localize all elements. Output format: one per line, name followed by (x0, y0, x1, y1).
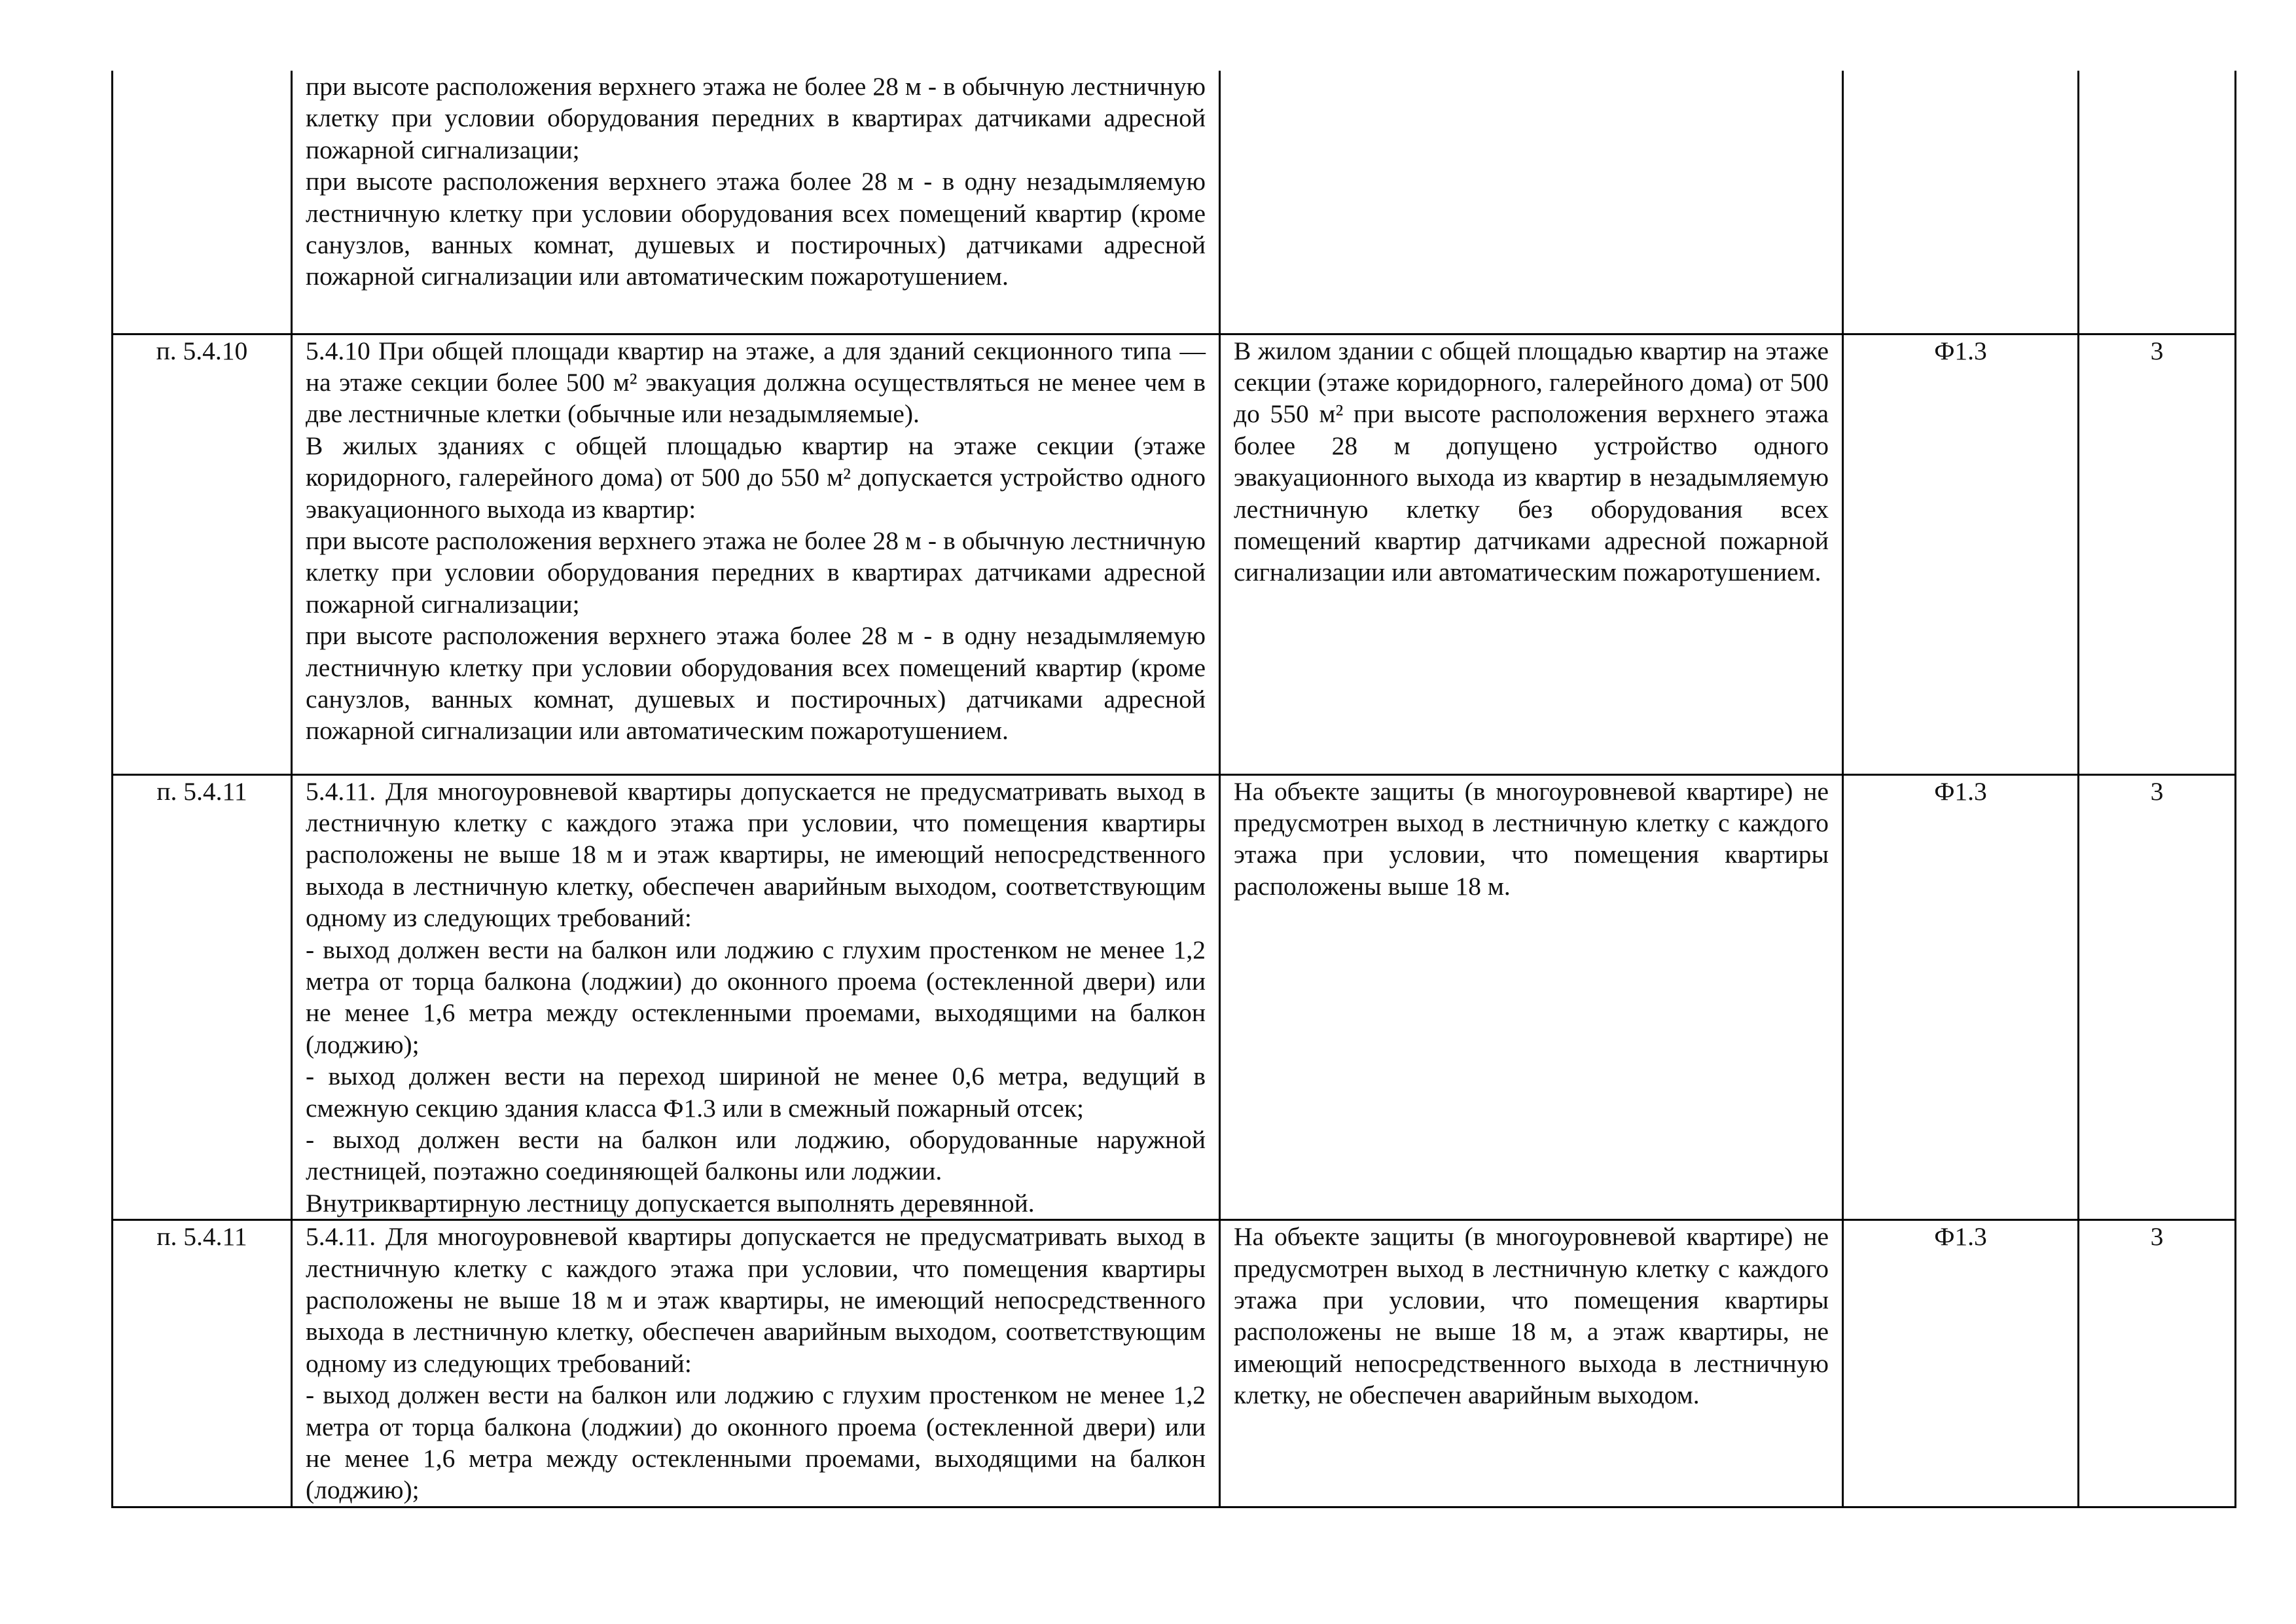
count-cell (2079, 71, 2236, 334)
violation-cell (1220, 334, 1843, 774)
requirement-paragraph: 5.4.11. Для многоуровневой квартиры допускается не предусматривать выход в лестничную клетку с каждого этажа при условии, что помещения квартиры расположены не выше 18 м и этаж квартиры, не имеющий непосредственного выхода в лестничную клетку, обеспечен аварийным выходом, соответствующим одному из следующих требований: (306, 1222, 1206, 1378)
table-row (113, 71, 2236, 334)
requirement-cell (292, 71, 1220, 334)
class-cell (1843, 71, 2079, 334)
violation-cell (1220, 774, 1843, 1220)
requirement-cell (292, 774, 1220, 1220)
requirement-paragraph: Внутриквартирную лестницу допускается выполнять деревянной. (306, 1188, 1035, 1218)
class-cell: Ф1.3 (1843, 774, 2079, 1220)
class-cell: Ф1.3 (1843, 334, 2079, 774)
table-row (113, 1220, 2236, 1507)
count-cell: 3 (2079, 1220, 2236, 1507)
table-row (113, 334, 2236, 774)
requirement-paragraph: при высоте расположения верхнего этажа более 28 м - в одну незадымляемую лестничную клетку при условии оборудования всех помещений квартир (кроме санузлов, ванных комнат, душевых и постирочных) датчиками адресной пожарной сигнализации или автоматическим пожаротушением. (306, 167, 1206, 291)
violation-cell (1220, 1220, 1843, 1507)
requirement-paragraph: 5.4.11. Для многоуровневой квартиры допускается не предусматривать выход в лестничную клетку с каждого этажа при условии, что помещения квартиры расположены не выше 18 м и этаж квартиры, не имеющий непосредственного выхода в лестничную клетку, обеспечен аварийным выходом, соответствующим одному из следующих требований: (306, 776, 1206, 933)
requirement-paragraph: при высоте расположения верхнего этажа не более 28 м - в обычную лестничную клетку при условии оборудования передних в квартирах датчиками адресной пожарной сигнализации; (306, 526, 1206, 619)
ref-cell: п. 5.4.10 (113, 334, 292, 774)
requirements-table (111, 71, 2236, 1508)
requirement-paragraph: при высоте расположения верхнего этажа более 28 м - в одну незадымляемую лестничную клетку при условии оборудования всех помещений квартир (кроме санузлов, ванных комнат, душевых и постирочных) датчиками адресной пожарной сигнализации или автоматическим пожаротушением. (306, 621, 1206, 746)
requirement-paragraph: - выход должен вести на балкон или лоджию, оборудованные наружной лестницей, поэтажно соединяющей балконы или лоджии. (306, 1125, 1206, 1186)
class-cell: Ф1.3 (1843, 1220, 2079, 1507)
requirement-paragraph: - выход должен вести на балкон или лоджию с глухим простенком не менее 1,2 метра от торца балкона (лоджии) до оконного проема (остекленной двери) или не менее 1,6 метра между остекленными проемами, выходящими на балкон (лоджию); (306, 935, 1206, 1059)
violation-text: На объекте защиты (в многоуровневой квартире) не предусмотрен выход в лестничную клетку с каждого этажа при условии, что помещения квартиры расположены не выше 18 м, а этаж квартиры, не имеющий непосредственного выхода в лестничную клетку, не обеспечен аварийным выходом. (1234, 1222, 1829, 1410)
requirement-paragraph: В жилых зданиях с общей площадью квартир на этаже секции (этаже коридорного, галерейного дома) от 500 до 550 м² допускается устройство одного эвакуационного выхода из квартир: (306, 431, 1206, 524)
requirement-paragraph: при высоте расположения верхнего этажа не более 28 м - в обычную лестничную клетку при условии оборудования передних в квартирах датчиками адресной пожарной сигнализации; (306, 72, 1206, 164)
count-cell: 3 (2079, 774, 2236, 1220)
requirement-paragraph: 5.4.10 При общей площади квартир на этаже, а для зданий секционного типа — на этаже секции более 500 м² эвакуация должна осуществляться не менее чем в две лестничные клетки (обычные или незадымляемые). (306, 336, 1206, 429)
requirement-cell (292, 1220, 1220, 1507)
violation-cell (1220, 71, 1843, 334)
ref-cell: п. 5.4.11 (113, 1220, 292, 1507)
violation-text: В жилом здании с общей площадью квартир на этаже секции (этаже коридорного, галерейного дома) от 500 до 550 м² при высоте расположения верхнего этажа более 28 м допущено устройство одного эвакуационного выхода из квартир в незадымляемую лестничную клетку без оборудования всех помещений квартир датчиками адресной пожарной сигнализации или автоматическим пожаротушением. (1234, 336, 1829, 587)
violation-text: На объекте защиты (в многоуровневой квартире) не предусмотрен выход в лестничную клетку с каждого этажа при условии, что помещения квартиры расположены выше 18 м. (1234, 776, 1829, 901)
ref-cell (113, 71, 292, 334)
requirement-paragraph: - выход должен вести на балкон или лоджию с глухим простенком не менее 1,2 метра от торца балкона (лоджии) до оконного проема (остекленной двери) или не менее 1,6 метра между остекленными проемами, выходящими на балкон (лоджию); (306, 1380, 1206, 1505)
requirement-paragraph: - выход должен вести на переход шириной не менее 0,6 метра, ведущий в смежную секцию здания класса Ф1.3 или в смежный пожарный отсек; (306, 1062, 1206, 1123)
table-row (113, 774, 2236, 1220)
ref-cell: п. 5.4.11 (113, 774, 292, 1220)
count-cell: 3 (2079, 334, 2236, 774)
requirement-cell (292, 334, 1220, 774)
